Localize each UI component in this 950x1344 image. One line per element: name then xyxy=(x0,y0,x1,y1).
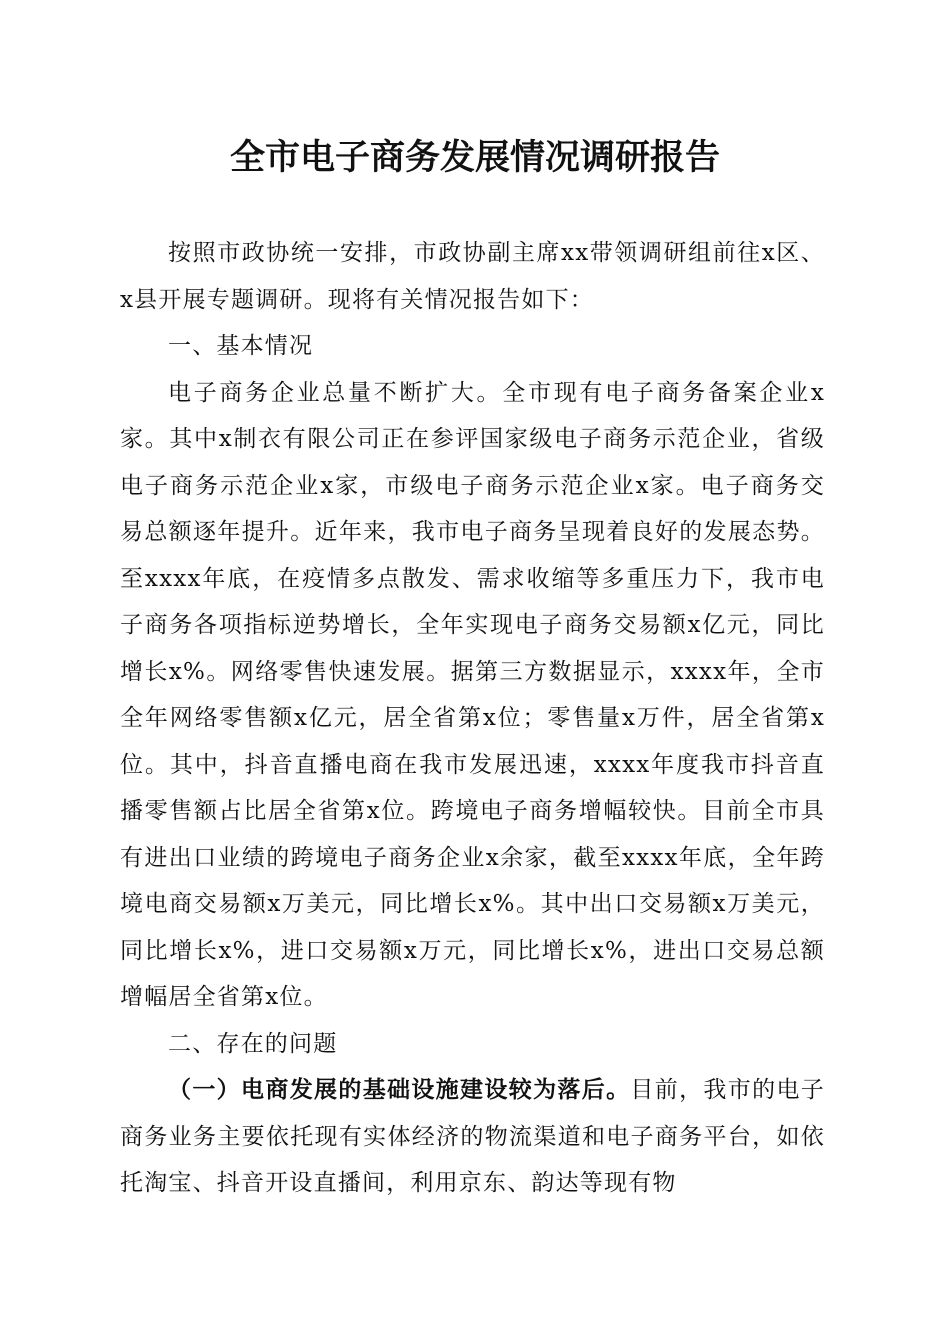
problem-item-1-text: 目前，我市的电子商务业务主要依托现有实体经济的物流渠道和电子商务平台，如依托淘宝、抖音开设直播间，利用京东、韵达等现有物 xyxy=(120,1077,825,1196)
problem-item-1-paragraph xyxy=(120,1067,825,1207)
section-heading-basic-situation: 一、基本情况 xyxy=(168,333,314,359)
section-heading-problems: 二、存在的问题 xyxy=(168,1030,338,1057)
document-title: 全市电子商务发展情况调研报告 xyxy=(229,137,720,178)
basic-situation-paragraph: 电子商务企业总量不断扩大。全市现有电子商务备案企业x家。其中x制衣有限公司正在参评国家级电子商务示范企业，省级电子商务示范企业x家，市级电子商务示范企业x家。电子商务交易总额逐年提升。近年来，我市电子商务呈现着良好的发展态势。至xxxx年底，在疫情多点散发、需求收缩等多重压力下，我市电子商务各项指标逆势增长，全年实现电子商务交易额x亿元，同比增长x%。网络零售快速发展。据第三方数据显示，xxxx年，全市全年网络零售额x亿元，居全省第x位；零售量x万件，居全省第x位。其中，抖音直播电商在我市发展迅速，xxxx年度我市抖音直播零售额占比居全省第x位。跨境电子商务增幅较快。目前全市具有进出口业绩的跨境电子商务企业x余家，截至xxxx年底，全年跨境电商交易额x万美元，同比增长x%。其中出口交易额x万美元，同比增长x%，进口交易额x万元，同比增长x%，进出口交易总额增幅居全省第x位。 xyxy=(120,379,825,1010)
problem-item-1-lead: （一）电商发展的基础设施建设较为落后。 xyxy=(168,1077,631,1103)
intro-paragraph: 按照市政协统一安排，市政协副主席xx带领调研组前往x区、x县开展专题调研。现将有关情况报告如下： xyxy=(120,240,825,313)
document-body xyxy=(120,230,825,1207)
